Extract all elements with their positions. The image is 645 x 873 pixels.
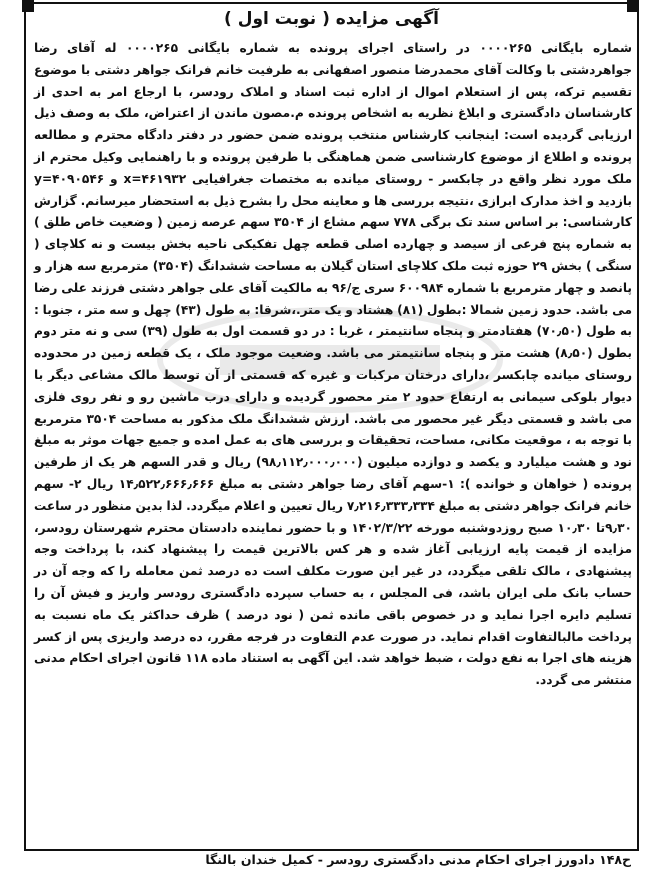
notice-body-paragraph: شماره بایگانی ۰۰۰۰۲۶۵ در راستای اجرای پرونده به شماره بایگانی ۰۰۰۰۲۶۵ له آقای رضا جواهردشتی با وکالت آقای محمدرضا منصور اصفهانی به طرفیت خانم فرانک جواهر دشتی با موضوع تقسیم ترکه، پس از استعلام اموال از اداره ثبت اسناد و املاک رودسر، با ارجاع امر به احدی از کارشناسان دادگستری و ابلاغ نظریه به اشخاص پرونده م.مصون ماندن از اعتراض، ملک به وصف ذیل ارزیابی گردیده است: اینجانب کارشناس منتخب پرونده ضمن حضور در دفتر دادگاه محترم و مطالعه پرونده و اطلاع از موضوع کارشناسی ضمن هماهنگی با طرفین پرونده و با راهنمایی وکیل محترم از ملک مورد نظر واقع در چابکسر - روستای میانده به مختصات جغرافیایی x=۴۶۱۹۳۲ و y=۴۰۹۰۵۴۶ بازدید و اخذ مدارک ابرازی ،نتیجه بررسی ها و معاینه محل را بشرح ذیل به استحضار میرسانم. گزارش کارشناسی: بر اساس سند تک برگی ۷۷۸ سهم مشاع از ۳۵۰۴ سهم عرصه زمین ( وضعیت خاص طلق ) به شماره پنج فرعی از سیصد و چهارده اصلی قطعه چهل تفکیکی ناحیه بخش بیست و نه کلاچای ( سنگی ) بخش ۲۹ حوزه ثبت ملک کلاچای استان گیلان به مساحت ششدانگ (۳۵۰۴) مترمربع سه هزار و پانصد و چهار مترمربع با شماره ۶۰۰۹۸۴ سری ج/۹۶ به مالکیت آقای علی جواهر دشتی فرزند علی رضا می باشد. حدود زمین شمالا :بطول (۸۱) هشتاد و یک متر.،شرقا: به طول (۴۳) چهل و سه متر ، جنوبا : به طول (۷۰٫۵۰) هفتادمتر و پنجاه سانتیمتر ، غربا : در دو قسمت اول به طول (۳۹) سی و نه متر دوم بطول (۸٫۵۰) هشت متر و پنجاه سانتیمتر می باشد. وضعیت موجود ملک ، یک قطعه زمین در محدوده روستای میانده چابکسر ،دارای درختان مرکبات و غیره که قسمتی از آن توسط مالک مشاعی دیگر با دیوار بلوکی سیمانی به ارتفاع حدود ۲ متر محصور گردیده و دارای درب ماشین رو و نفر روی فلزی می باشد و قسمتی دیگر غیر محصور می باشد. ارزش ششدانگ ملک مذکور به مساحت ۳۵۰۴ مترمربع با توجه به ، موقعیت مکانی، مساحت، تحقیقات و بررسی های به عمل امده و جمیع جهات موثر به مبلغ نود و هشت میلیارد و یکصد و دوازده میلیون (۹۸٫۱۱۲٫۰۰۰٫۰۰۰) ریال و قدر السهم هر یک از طرفین پرونده ( خواهان و خوانده ): ۱-سهم آقای رضا جواهر دشتی به مبلغ ۱۴٫۵۲۲٫۶۶۶٫۶۶۶ ریال ۲- سهم خانم فرانک جواهر دشتی به مبلغ ۷٫۲۱۶٫۳۳۳٫۳۳۴ ریال تعیین و اعلام میگردد. لذا بدین منظور در ساعت ۹٫۳۰تا ۱۰٫۳۰ صبح روزدوشنبه مورخه ۱۴۰۲/۳/۲۲ و با حضور نماینده دادستان محترم شهرستان رودسر، مزایده از قیمت پایه ارزیابی آغاز شده و هر کس بالاترین قیمت را پیشنهاد کند، با پرداخت وجه پیشنهادی ، مالک تلقی میگردد، در غیر این صورت مکلف است ده درصد ثمن معامله را که وجه آن در حساب بانک ملی ایران باشد، فی المجلس ، به حساب سپرده دادگستری رودسر واریز و فیش آن را تسلیم دایره اجرا نماید و در خصوص باقی مانده ثمن ( نود درصد ) ظرف حداکثر یک ماه نسبت به پرداخت مالبالتفاوت اقدام نماید. در صورت عدم التفاوت در فرجه مقرر، ده درصد واریزی پس از کسر هزینه های اجرا به نفع دولت ، ضبط خواهد شد. این آگهی به استناد ماده ۱۱۸ قانون اجرای احکام مدنی منتشر می گردد.	[34, 41, 633, 688]
notice-footer: ح۱۴۸ دادورز اجرای احکام مدنی دادگستری رودسر - کمیل خندان بالنگا	[205, 852, 631, 867]
notice-title: آگهی مزایده ( نوبت اول )	[224, 9, 439, 29]
notice-body	[34, 38, 632, 692]
